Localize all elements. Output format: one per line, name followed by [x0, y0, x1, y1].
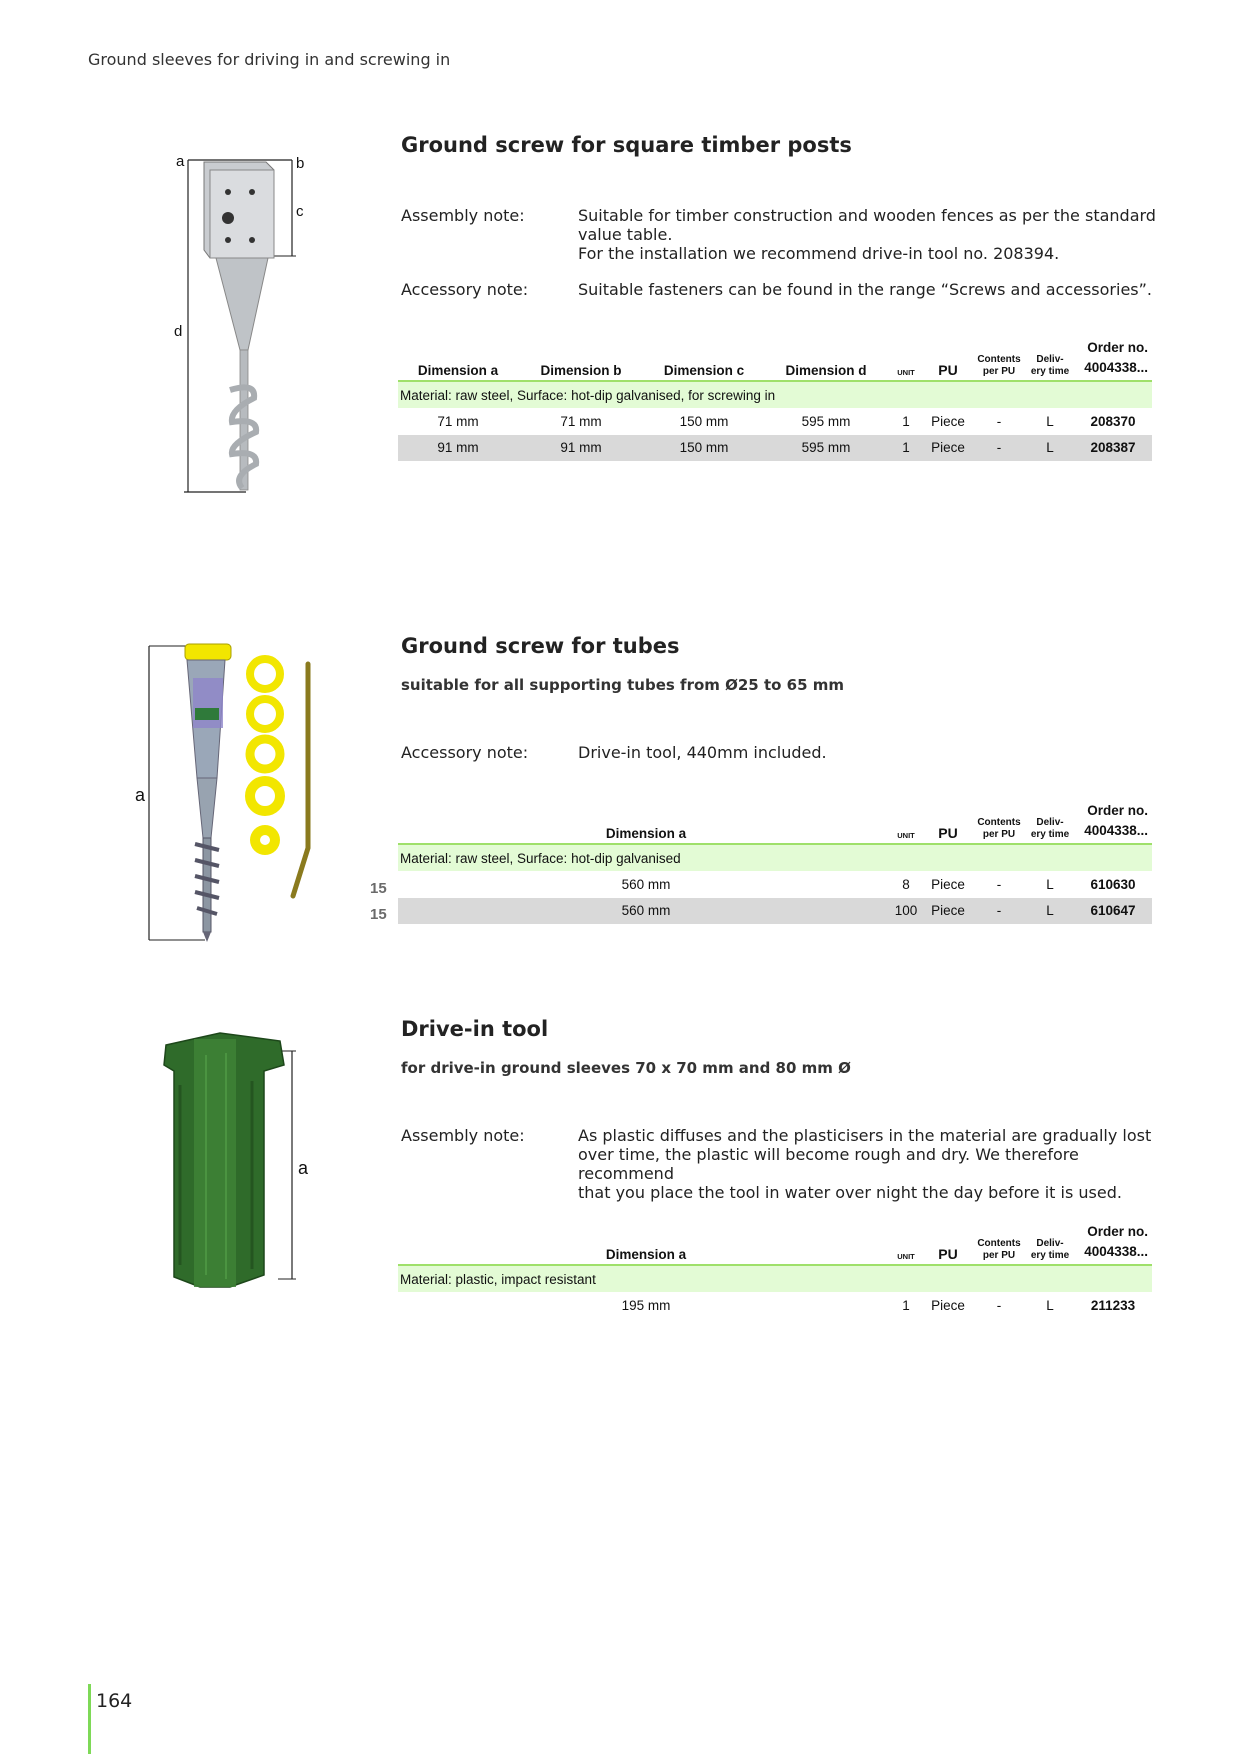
note-text: [578, 280, 1168, 299]
col-delivery: [1026, 817, 1074, 841]
cell-unit: 1: [902, 440, 910, 455]
note-text: [578, 1126, 1168, 1202]
page-accent-bar: [88, 1684, 91, 1754]
assembly-note: [401, 206, 1161, 266]
product-subtitle: suitable for all supporting tubes from Ø25 to 65 mm: [401, 676, 845, 694]
cell-order-no[interactable]: 211233: [1090, 1298, 1136, 1313]
table-header: [398, 340, 1152, 382]
accessory-note: [401, 743, 1161, 765]
cell-delivery: L: [1046, 903, 1054, 918]
header-line: Contents: [977, 354, 1021, 365]
product-subtitle: for drive-in ground sleeves 70 x 70 mm and 80 mm Ø: [401, 1059, 851, 1077]
cell-delivery: L: [1046, 1298, 1054, 1313]
product-table: [398, 1224, 1152, 1319]
quantity-badge: 15: [370, 906, 387, 923]
note-label: Accessory note:: [401, 280, 529, 299]
header-line: 4004338...: [1084, 360, 1148, 375]
header-line: per PU: [982, 1250, 1016, 1261]
accessory-note: [401, 280, 1161, 302]
label-a: a: [298, 1158, 309, 1178]
material-row: Material: plastic, impact resistant: [398, 1266, 1152, 1293]
drive-in-tool-image: [160, 1025, 320, 1295]
product-title: Drive-in tool: [401, 1017, 549, 1041]
col-unit: UNIT: [897, 368, 915, 377]
col-dimension-a: Dimension a: [605, 1247, 687, 1262]
cell-pu: Piece: [931, 903, 965, 918]
cell-contents: -: [996, 1298, 1002, 1313]
header-line: Deliv-: [1036, 1238, 1064, 1249]
note-line: Suitable for timber construction and wooden fences as per the standard: [578, 206, 1156, 225]
note-label: Assembly note:: [401, 1126, 525, 1145]
col-contents: [974, 1238, 1024, 1262]
ground-screw-tubes-image: [125, 638, 355, 948]
cell-dimension-d: 595 mm: [801, 440, 851, 455]
cell-contents: -: [996, 440, 1002, 455]
header-line: ery time: [1030, 829, 1070, 840]
assembly-note: [401, 1126, 1161, 1202]
cell-delivery: L: [1046, 877, 1054, 892]
cell-pu: Piece: [931, 1298, 965, 1313]
cell-order-no[interactable]: 208370: [1090, 414, 1136, 429]
cell-order-no[interactable]: 208387: [1090, 440, 1136, 455]
note-line: For the installation we recommend drive-in tool no. 208394.: [578, 244, 1060, 263]
header-line: 4004338...: [1084, 823, 1148, 838]
cell-contents: -: [996, 877, 1002, 892]
header-line: Order no.: [1087, 340, 1148, 355]
cell-pu: Piece: [931, 440, 965, 455]
note-label: Assembly note:: [401, 206, 525, 225]
note-line: Drive-in tool, 440mm included.: [578, 743, 827, 762]
note-label: Accessory note:: [401, 743, 529, 762]
table-header: [398, 1224, 1152, 1266]
label-d: d: [174, 323, 183, 340]
note-text: [578, 743, 1168, 762]
col-order: [1074, 338, 1148, 378]
header-line: per PU: [982, 366, 1016, 377]
col-contents: [974, 354, 1024, 378]
note-line: As plastic diffuses and the plasticisers in the material are gradually lost: [578, 1126, 1152, 1145]
col-pu: PU: [938, 825, 958, 841]
cell-contents: -: [996, 414, 1002, 429]
col-dimension-b: Dimension b: [540, 363, 622, 378]
cell-dimension-b: 71 mm: [560, 414, 602, 429]
note-line: Suitable fasteners can be found in the range “Screws and accessories”.: [578, 280, 1152, 299]
note-line: that you place the tool in water over night the day before it is used.: [578, 1183, 1122, 1202]
cell-contents: -: [996, 903, 1002, 918]
cell-delivery: L: [1046, 440, 1054, 455]
header-line: Deliv-: [1036, 354, 1064, 365]
cell-order-no[interactable]: 610630: [1090, 877, 1136, 892]
material-row: Material: raw steel, Surface: hot-dip galvanised: [398, 845, 1152, 872]
col-dimension-c: Dimension c: [663, 363, 745, 378]
note-text: [578, 206, 1168, 263]
col-pu: PU: [938, 362, 958, 378]
cell-unit: 1: [902, 1298, 910, 1313]
table-row: [398, 1293, 1152, 1319]
quantity-badge: 15: [370, 880, 387, 897]
cell-dimension-d: 595 mm: [801, 414, 851, 429]
cell-dimension-b: 91 mm: [560, 440, 602, 455]
cell-dimension-c: 150 mm: [679, 440, 729, 455]
col-dimension-a: Dimension a: [417, 363, 499, 378]
label-c: c: [296, 203, 304, 220]
col-pu: PU: [938, 1246, 958, 1262]
cell-delivery: L: [1046, 414, 1054, 429]
cell-order-no[interactable]: 610647: [1090, 903, 1136, 918]
running-head: Ground sleeves for driving in and screwing in: [88, 50, 451, 69]
header-line: Order no.: [1087, 1224, 1148, 1239]
col-contents: [974, 817, 1024, 841]
cell-unit: 1: [902, 414, 910, 429]
product-table: [398, 340, 1152, 461]
col-delivery: [1026, 1238, 1074, 1262]
cell-dimension-c: 150 mm: [679, 414, 729, 429]
cell-dimension-a: 560 mm: [621, 903, 671, 918]
header-line: per PU: [982, 829, 1016, 840]
header-line: Contents: [977, 1238, 1021, 1249]
table-row: [398, 435, 1152, 461]
product-title: Ground screw for square timber posts: [401, 133, 852, 157]
header-line: 4004338...: [1084, 1244, 1148, 1259]
header-line: ery time: [1030, 1250, 1070, 1261]
note-line: over time, the plastic will become rough and dry. We therefore recommend: [578, 1145, 1079, 1183]
header-line: Order no.: [1087, 803, 1148, 818]
col-unit: UNIT: [897, 831, 915, 840]
ground-screw-square-image: [170, 150, 320, 500]
col-dimension-d: Dimension d: [785, 363, 867, 378]
note-line: value table.: [578, 225, 673, 244]
table-row: [370, 898, 1152, 924]
table-row: [370, 872, 1152, 898]
cell-dimension-a: 71 mm: [437, 414, 479, 429]
col-delivery: [1026, 354, 1074, 378]
cell-pu: Piece: [931, 877, 965, 892]
col-order: [1074, 801, 1148, 841]
col-unit: UNIT: [897, 1252, 915, 1261]
material-row: Material: raw steel, Surface: hot-dip galvanised, for screwing in: [398, 382, 1152, 409]
product-table: [370, 803, 1152, 924]
cell-dimension-a: 91 mm: [437, 440, 479, 455]
label-a: a: [135, 785, 146, 805]
cell-unit: 8: [902, 877, 910, 892]
header-line: ery time: [1030, 366, 1070, 377]
label-b: b: [296, 155, 305, 172]
cell-unit: 100: [894, 903, 918, 918]
page-number: 164: [96, 1690, 133, 1712]
table-header: [398, 803, 1152, 845]
col-order: [1074, 1222, 1148, 1262]
cell-dimension-a: 195 mm: [621, 1298, 671, 1313]
cell-pu: Piece: [931, 414, 965, 429]
table-row: [398, 409, 1152, 435]
col-dimension-a: Dimension a: [605, 826, 687, 841]
label-a: a: [176, 153, 185, 170]
product-title: Ground screw for tubes: [401, 634, 680, 658]
header-line: Deliv-: [1036, 817, 1064, 828]
header-line: Contents: [977, 817, 1021, 828]
cell-dimension-a: 560 mm: [621, 877, 671, 892]
